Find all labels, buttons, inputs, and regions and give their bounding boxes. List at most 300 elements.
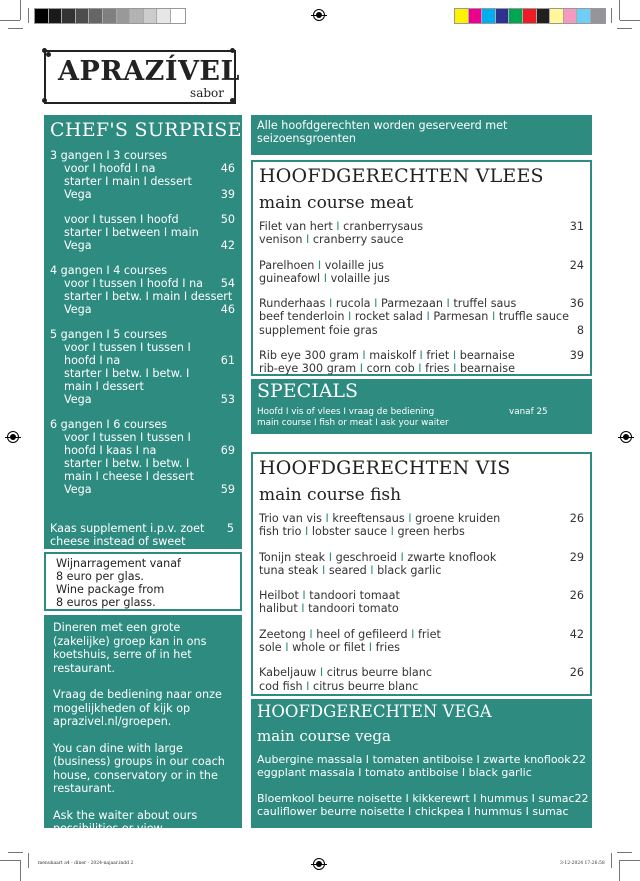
menu-item-description [257, 753, 571, 766]
course-group-heading: 3 gangen I 3 courses [50, 149, 168, 162]
menu-item-part: friet [417, 627, 441, 641]
menu-item-part: guineafowl [259, 271, 321, 285]
course-group [50, 213, 236, 252]
course-description: starter I between I main [64, 226, 199, 239]
menu-item-part: cranberry sauce [312, 233, 404, 247]
supplement-price: 5 [226, 522, 234, 535]
logo-title: APRAZÍVEL [58, 56, 240, 87]
logo-subtitle: sabor [190, 86, 224, 100]
crop-mark [611, 853, 612, 868]
menu-item-name-en [259, 310, 584, 323]
course-price: 50 [220, 213, 235, 226]
menu-item-description [259, 310, 569, 323]
menu-item-description [257, 792, 575, 805]
course-description: starter I betw. I betw. I [64, 457, 190, 470]
menu-item-price: 39 [569, 349, 584, 363]
separator: I [442, 297, 454, 311]
menu-item-price: 8 [576, 323, 584, 337]
menu-item-part: corn cob [366, 362, 415, 376]
crop-mark [8, 852, 23, 853]
menu-item-description [259, 641, 400, 654]
course-group-heading: 5 gangen I 5 courses [50, 328, 168, 341]
menu-item-part: Tonijn steak [259, 550, 326, 564]
separator: I [415, 349, 427, 363]
separator: I [458, 766, 469, 780]
menu-item-name-nl [257, 753, 586, 766]
menu-item-part: cod fish [259, 679, 303, 693]
menu-item-name-nl [259, 220, 584, 233]
separator: I [354, 766, 365, 780]
separator: I [414, 362, 426, 376]
separator: I [344, 310, 355, 324]
menu-item [259, 512, 584, 539]
course-price [235, 290, 236, 303]
course-line [50, 367, 236, 380]
fish-dish-list [259, 512, 584, 693]
menu-item-part: fries [375, 641, 400, 655]
separator: I [297, 602, 309, 616]
color-swatch [49, 9, 63, 23]
color-swatch [550, 9, 564, 23]
group-dining-info [44, 615, 242, 849]
separator: I [407, 627, 418, 641]
menu-item-part: hummus [474, 804, 523, 818]
color-swatch [509, 9, 523, 23]
course-line [50, 444, 236, 457]
color-swatch [577, 9, 591, 23]
vega-section-title: HOOFDGERECHTEN VEGA [257, 702, 492, 721]
menu-item-part: whole or filet [292, 641, 366, 655]
separator: I [370, 297, 381, 311]
gray-color-bar [34, 8, 186, 24]
course-line [50, 226, 236, 239]
menu-item-description [257, 805, 569, 818]
course-price: 42 [220, 239, 235, 252]
registration-mark-icon [7, 431, 19, 443]
specials-line-nl: Hoofd I vis of vlees I vraag de bediening [257, 407, 435, 417]
color-swatch [455, 9, 469, 23]
course-line [50, 162, 236, 175]
crop-mark [620, 20, 640, 21]
course-group [50, 328, 236, 406]
course-line [50, 213, 236, 226]
course-description: Vega [64, 239, 92, 252]
course-group [50, 418, 236, 496]
menu-item-name-en [259, 525, 584, 538]
crop-mark [619, 0, 620, 20]
menu-item-part: tomaten antiboise [372, 753, 473, 766]
course-line [50, 239, 236, 252]
menu-item-description [259, 233, 404, 246]
menu-item-part: hummus [480, 791, 529, 805]
intro-banner [251, 115, 592, 155]
course-description: starter I betw. I betw. I [64, 367, 190, 380]
menu-item-part: zwarte knoflook [407, 550, 497, 564]
course-line [50, 457, 236, 470]
fish-section [251, 452, 592, 696]
menu-item-part: cranberrysaus [343, 220, 424, 233]
course-price [235, 380, 236, 393]
cheese-supplement [50, 522, 235, 548]
separator: I [302, 233, 313, 247]
menu-item-part: friet [426, 349, 450, 363]
menu-item-part: Filet van hert [259, 220, 333, 233]
separator: I [298, 589, 310, 603]
menu-item-part: Parmesan [433, 310, 489, 324]
menu-item-part: kikkerewrt [412, 791, 470, 805]
restaurant-logo [44, 50, 240, 104]
course-price [235, 341, 236, 354]
menu-item-part: venison [259, 233, 303, 247]
specials-title: SPECIALS [257, 380, 359, 402]
menu-item-part: sole [259, 641, 282, 655]
course-description: Vega [64, 483, 92, 496]
menu-item [259, 589, 584, 616]
course-description: voor I tussen I tussen I [64, 431, 191, 444]
course-line [50, 483, 236, 496]
separator: I [281, 641, 293, 655]
menu-item-part: Runderhaas [259, 297, 326, 311]
course-line [50, 470, 236, 483]
color-swatch [130, 9, 144, 23]
menu-item-part: cauliflower beurre noisette [257, 804, 405, 818]
menu-item-part: lobster sauce [311, 525, 388, 539]
course-price: 46 [220, 303, 235, 316]
menu-item-part: halibut [259, 602, 298, 616]
course-description: voor I hoofd I na [64, 162, 156, 175]
group-info-paragraph: Dineren met een grote (zakelijke) groep kan in ons koetshuis, serre of in het restaurant. [53, 621, 207, 675]
menu-item-part: seared [328, 563, 367, 577]
menu-item-part: truffle sauce [498, 310, 569, 324]
menu-item-price: 29 [569, 550, 584, 564]
menu-item-part: heel of gefileerd [316, 627, 408, 641]
menu-item-part: fries [425, 362, 450, 376]
course-price: 69 [220, 444, 235, 457]
separator: I [387, 525, 398, 539]
menu-item-name-en [259, 564, 584, 577]
menu-item-part: black garlic [377, 563, 442, 577]
menu-item-name-nl [259, 666, 584, 679]
separator: I [332, 220, 344, 233]
menu-item-name-en [259, 680, 584, 693]
course-description: Vega [64, 188, 92, 201]
course-line [50, 431, 236, 444]
menu-item [259, 297, 584, 337]
color-swatch [564, 9, 578, 23]
menu-item-description [259, 362, 515, 375]
menu-item-part: groene kruiden [415, 512, 501, 525]
course-line [50, 277, 236, 290]
crop-mark [20, 860, 21, 881]
vega-section-subtitle: main course vega [257, 727, 391, 745]
menu-item [259, 628, 584, 655]
menu-item-part: rucola [335, 297, 371, 311]
crop-mark [617, 28, 632, 29]
menu-item-name-en [259, 272, 584, 285]
course-price [235, 226, 236, 239]
menu-item-part: Aubergine massala [257, 753, 363, 766]
menu-item-name-nl [259, 259, 584, 272]
color-swatch [523, 9, 537, 23]
menu-item-part: truffel saus [453, 297, 517, 311]
separator: I [358, 349, 370, 363]
menu-item-part: rocket salad [354, 310, 423, 324]
crop-mark [0, 860, 20, 861]
registration-mark-icon [620, 431, 632, 443]
separator: I [302, 679, 314, 693]
course-price [235, 175, 236, 188]
separator: I [305, 627, 317, 641]
menu-item-price: 22 [572, 753, 586, 766]
course-price: 39 [220, 188, 235, 201]
supplement-label-en: cheese instead of sweet [50, 535, 186, 548]
menu-item-price: 36 [569, 297, 584, 311]
course-line [50, 380, 236, 393]
menu-item-description [259, 272, 390, 285]
menu-item-description [259, 297, 516, 310]
menu-item-description [259, 564, 441, 577]
course-price [235, 470, 236, 483]
menu-item-part: Heilbot [259, 589, 299, 603]
separator: I [404, 512, 416, 525]
menu-item-name-en [257, 805, 586, 818]
course-description: voor I tussen I tussen I [64, 341, 191, 354]
separator: I [449, 349, 460, 363]
menu-item-description [259, 666, 432, 679]
menu-item-part: tandoori tomaat [309, 589, 400, 603]
wine-line: Wijnarragement vanaf [56, 557, 181, 570]
separator: I [320, 271, 331, 285]
course-description: voor I tussen I hoofd [64, 213, 179, 226]
menu-item-description [259, 525, 465, 538]
menu-item [259, 220, 584, 247]
separator: I [488, 310, 499, 324]
separator: I [325, 297, 336, 311]
course-line [50, 303, 236, 316]
menu-item-price: 26 [569, 589, 584, 603]
menu-item-price: 42 [569, 627, 584, 641]
intro-text: Alle hoofdgerechten worden geserveerd met seizoensgroenten [257, 119, 508, 145]
wine-line: Wine package from [56, 583, 165, 596]
print-slug-filename: menukaart a4 - diner - 2024-najaar.indd 2 [38, 861, 134, 866]
menu-item-part: supplement foie gras [259, 323, 378, 337]
color-swatch [76, 9, 90, 23]
menu-item-description [259, 680, 418, 693]
separator: I [314, 258, 325, 272]
course-group [50, 264, 236, 316]
course-group-heading: 4 gangen I 4 courses [50, 264, 168, 277]
menu-item-part: citrus beurre blanc [326, 666, 433, 680]
crop-mark [8, 28, 23, 29]
menu-item-description [259, 259, 384, 272]
wine-package-box [44, 552, 242, 611]
course-line [50, 341, 236, 354]
menu-item-part: kreeftensaus [332, 512, 405, 525]
crop-mark [620, 860, 640, 861]
course-line [50, 175, 236, 188]
crop-mark [20, 0, 21, 20]
supplement-label-nl: Kaas supplement i.p.v. zoet [50, 522, 205, 535]
course-price [235, 367, 236, 380]
menu-item-name-nl [259, 589, 584, 602]
menu-item-part: volaille jus [330, 271, 390, 285]
color-swatch [591, 9, 605, 23]
course-group-heading: 6 gangen I 6 courses [50, 418, 168, 431]
course-group [50, 149, 236, 201]
course-description: starter I main I dessert [64, 175, 192, 188]
color-swatch [171, 9, 185, 23]
menu-item-part: tuna steak [259, 563, 319, 577]
course-price: 54 [220, 277, 235, 290]
course-price: 61 [220, 354, 235, 367]
color-swatch [537, 9, 551, 23]
separator: I [325, 550, 336, 564]
separator: I [396, 550, 408, 564]
menu-item-description [259, 628, 441, 641]
meat-dish-list [259, 220, 584, 376]
color-swatch [103, 9, 117, 23]
menu-item-part: tomato antiboise [365, 766, 459, 780]
registration-mark-icon [313, 9, 325, 21]
menu-item-description [259, 589, 400, 602]
course-line [50, 354, 236, 367]
menu-item-part: chickpea [414, 804, 464, 818]
menu-item-name-en [259, 233, 584, 246]
color-swatch [482, 9, 496, 23]
menu-item-price: 26 [569, 666, 584, 680]
menu-item-name-nl [259, 551, 584, 564]
crop-mark [611, 8, 612, 23]
menu-item-part: bearnaise [459, 362, 515, 376]
specials-price: vanaf 25 [509, 407, 548, 417]
separator: I [301, 525, 312, 539]
separator: I [362, 753, 373, 766]
color-swatch [62, 9, 76, 23]
menu-item-part: Kabeljauw [259, 666, 317, 680]
menu-item [259, 349, 584, 376]
separator: I [356, 362, 367, 376]
menu-item-part: green herbs [397, 525, 465, 539]
menu-item-name-en [259, 324, 584, 337]
course-description: main I cheese I dessert [64, 470, 195, 483]
menu-item-part: bearnaise [459, 349, 515, 363]
group-info-paragraph: You can dine with large (business) groups in our coach house, conservatory or in the restaurant. [53, 741, 225, 795]
cmyk-color-bar [454, 8, 606, 24]
course-price: 59 [220, 483, 235, 496]
crop-mark [617, 852, 632, 853]
menu-item-description [257, 766, 532, 779]
registration-mark-icon [313, 858, 325, 870]
separator: I [469, 791, 480, 805]
crop-mark [0, 20, 20, 21]
menu-item [259, 259, 584, 286]
chefs-surprise-panel [44, 115, 242, 549]
menu-item-name-en [259, 602, 584, 615]
course-description: hoofd I na [64, 354, 121, 367]
menu-item-price: 26 [569, 512, 584, 525]
course-description: hoofd I kaas I na [64, 444, 157, 457]
menu-item [259, 666, 584, 693]
menu-item-name-nl [259, 628, 584, 641]
menu-item-part: Bloemkool beurre noisette [257, 791, 403, 805]
separator: I [472, 753, 484, 766]
crop-mark [619, 860, 620, 881]
course-line [50, 393, 236, 406]
menu-item-description [259, 512, 500, 525]
menu-item-part: geschroeid [335, 550, 397, 564]
fish-section-subtitle: main course fish [259, 485, 402, 505]
menu-item-description [259, 602, 399, 615]
course-menu-list [50, 149, 236, 496]
separator: I [321, 512, 333, 525]
menu-item-part: Zeetong [259, 627, 306, 641]
separator: I [449, 362, 460, 376]
color-swatch [89, 9, 103, 23]
separator: I [366, 563, 378, 577]
menu-item-part: black garlic [468, 766, 532, 780]
course-description: voor I tussen I hoofd I na [64, 277, 204, 290]
color-swatch [157, 9, 171, 23]
fish-section-title: HOOFDGERECHTEN VIS [259, 457, 511, 479]
color-swatch [144, 9, 158, 23]
vega-dish-list [257, 753, 589, 818]
menu-item-part: Parelhoen [259, 258, 315, 272]
menu-item-description [259, 324, 378, 337]
separator: I [422, 310, 434, 324]
course-description: main I dessert [64, 380, 144, 393]
separator: I [318, 563, 329, 577]
separator: I [528, 791, 539, 805]
course-description: starter I betw. I main I dessert [64, 290, 233, 303]
menu-item-price: 24 [569, 258, 584, 272]
separator: I [522, 804, 533, 818]
course-description: Vega [64, 303, 92, 316]
menu-item-part: volaille jus [324, 258, 385, 272]
separator: I [463, 804, 475, 818]
menu-item-part: Trio van vis [259, 512, 322, 525]
menu-item-name-nl [259, 349, 584, 362]
course-line [50, 188, 236, 201]
menu-item-price: 22 [574, 791, 589, 805]
menu-item-part: sumac [538, 791, 575, 805]
menu-item-part: Rib eye 300 gram [259, 349, 359, 363]
menu-item-description [259, 551, 496, 564]
separator: I [365, 641, 376, 655]
menu-item-part: fish trio [259, 525, 302, 539]
meat-section-subtitle: main course meat [259, 193, 414, 213]
meat-section-title: HOOFDGERECHTEN VLEES [259, 165, 544, 187]
wine-line: 8 euro per glas. [56, 570, 144, 583]
crop-mark [28, 853, 29, 868]
menu-item-name-en [259, 641, 584, 654]
menu-item-description [259, 349, 515, 362]
course-price: 46 [220, 162, 235, 175]
menu-item-part: maiskolf [369, 349, 416, 363]
separator: I [316, 666, 327, 680]
vega-section [251, 699, 592, 828]
chefs-surprise-title: CHEF'S SURPRISE [50, 119, 242, 141]
color-swatch [496, 9, 510, 23]
menu-item [257, 791, 589, 819]
separator: I [404, 804, 415, 818]
menu-item [259, 551, 584, 578]
crop-mark [28, 8, 29, 23]
menu-item-part: sumac [532, 804, 569, 818]
course-price: 53 [220, 393, 235, 406]
menu-item-name-en [259, 362, 584, 375]
group-info-paragraph: Vraag de bediening naar onze mogelijkheden of kijk op aprazivel.nl/groepen. [53, 688, 222, 728]
menu-item-name-nl [259, 297, 584, 310]
